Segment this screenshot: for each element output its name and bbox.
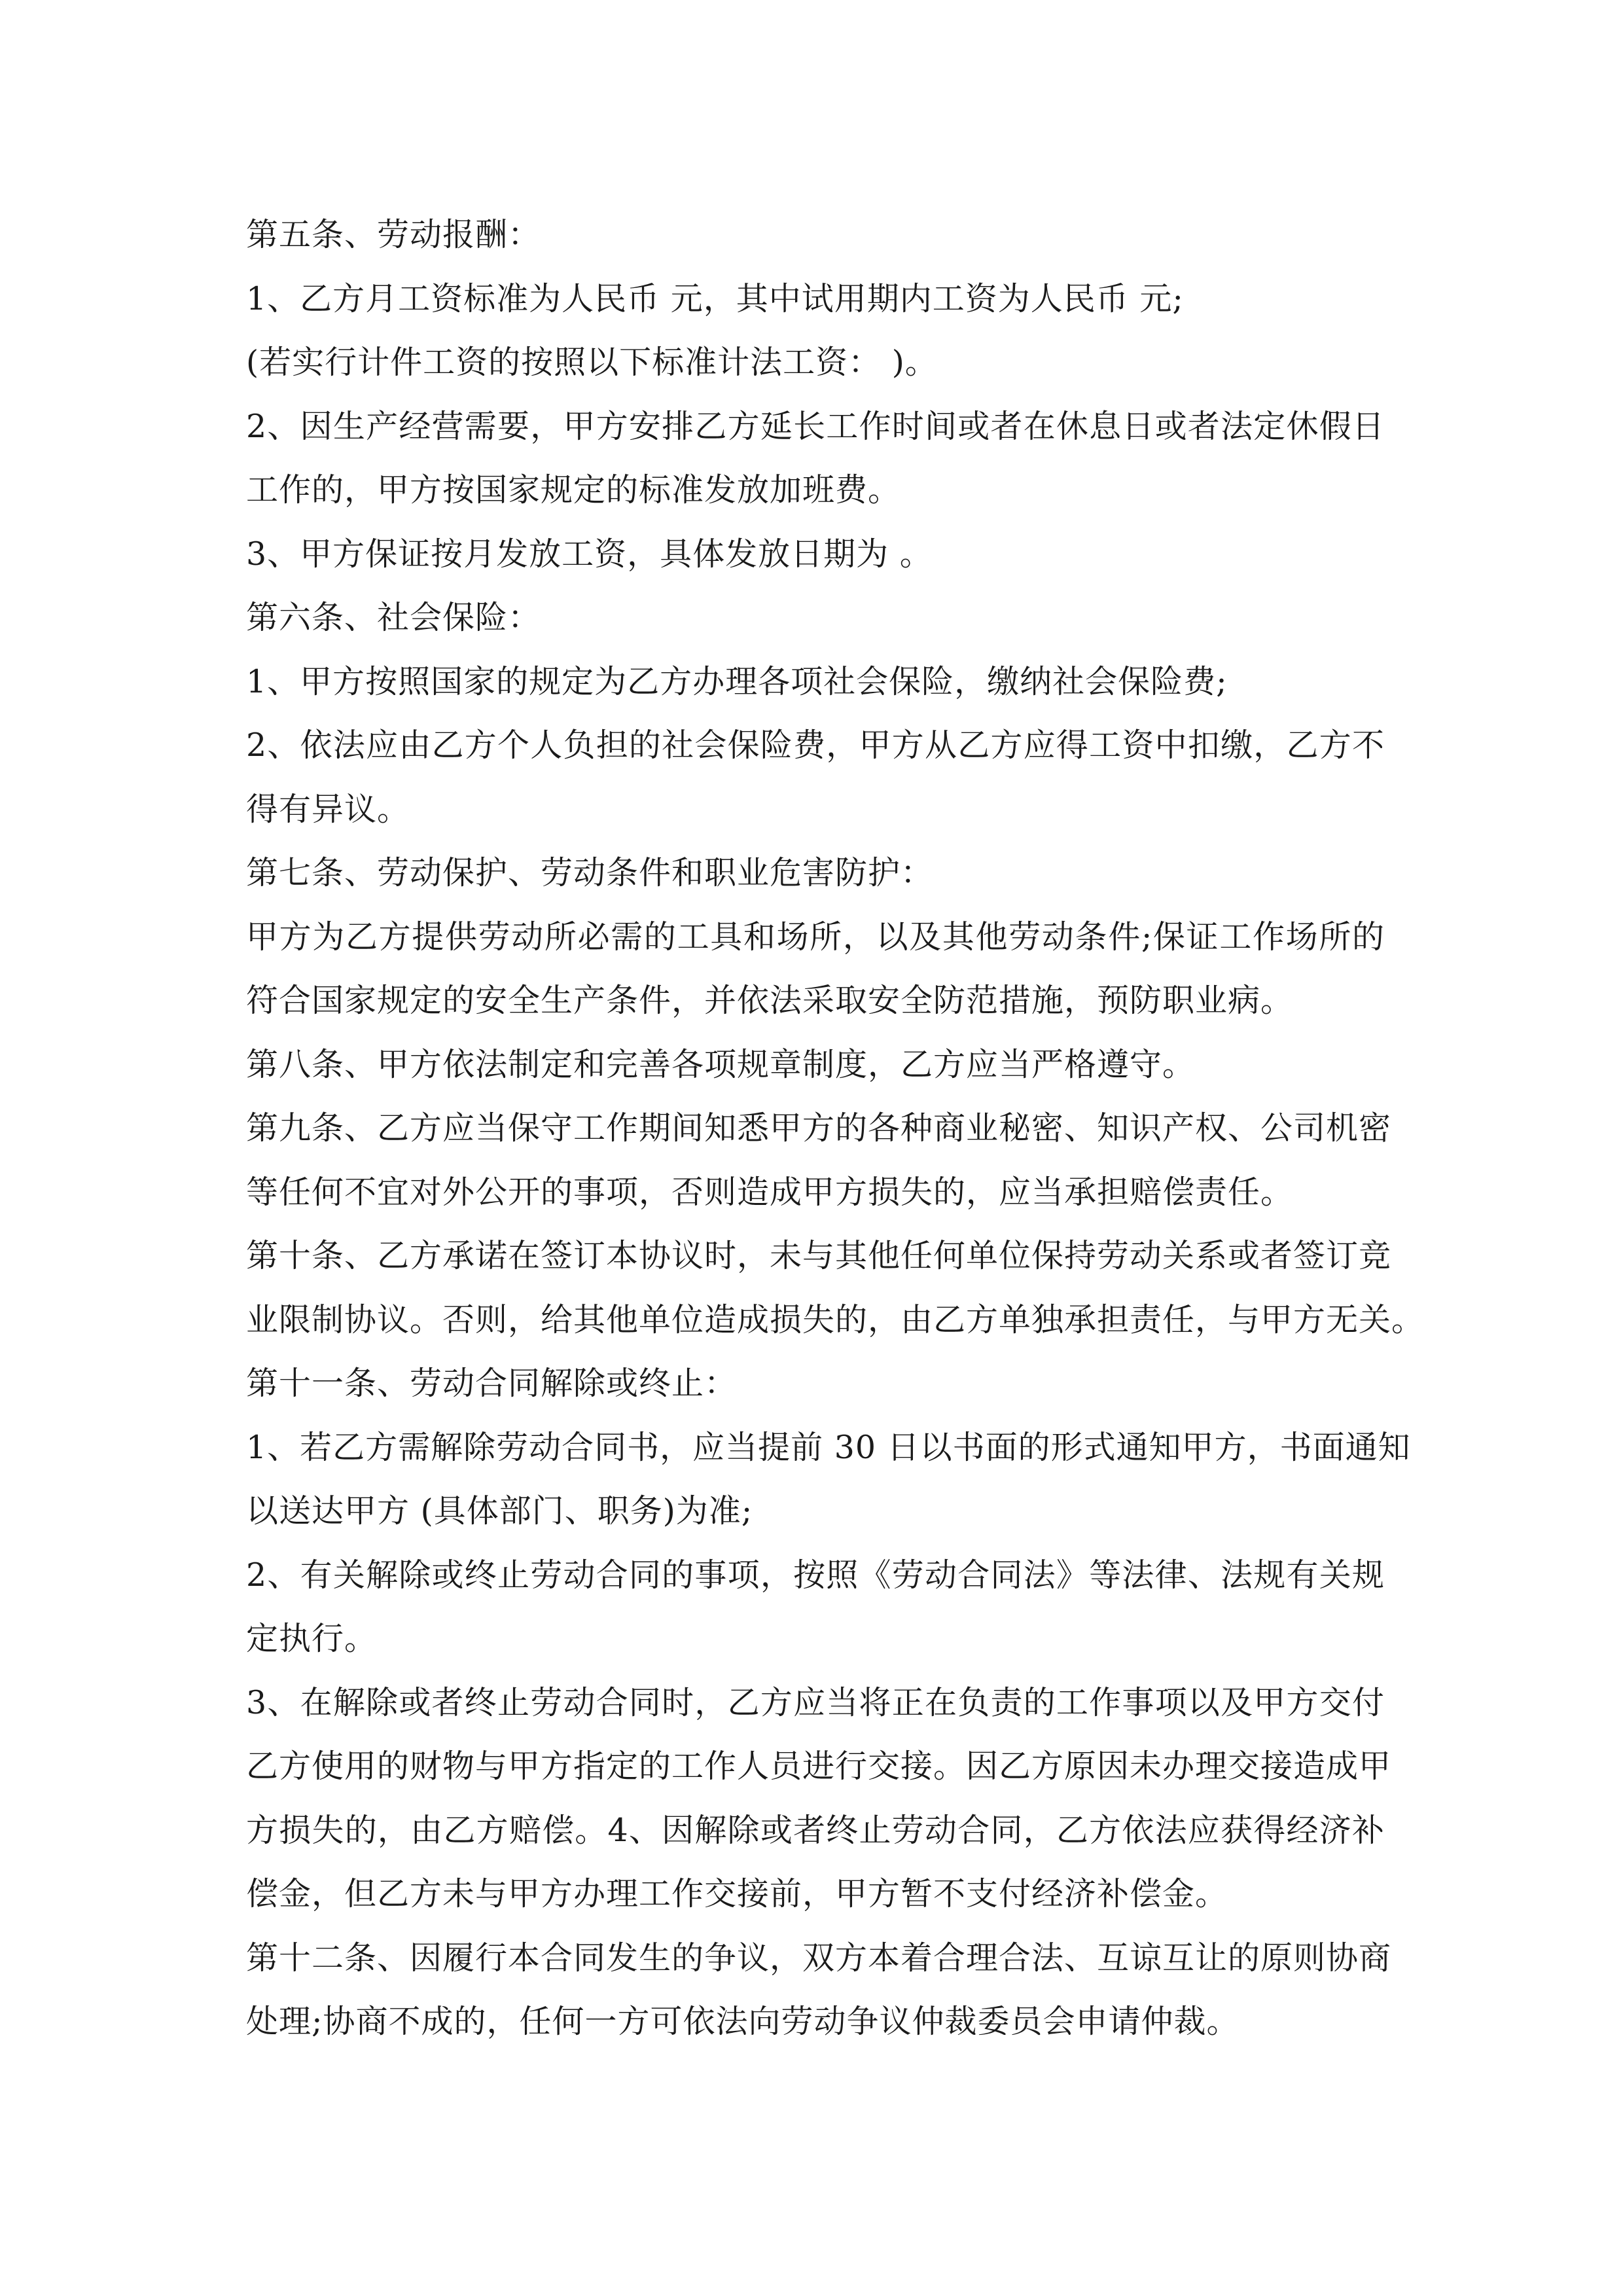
- article-7-heading: 第七条、劳动保护、劳动条件和职业危害防护：: [246, 854, 934, 891]
- paragraph-line: 等任何不宜对外公开的事项，否则造成甲方损失的，应当承担赔偿责任。: [246, 1173, 1294, 1211]
- document-body: [246, 203, 1425, 2054]
- paragraph-line: 1、若乙方需解除劳动合同书，应当提前 30 日以书面的形式通知甲方，书面通知: [246, 1428, 1411, 1466]
- paragraph-line: 得有异议。: [246, 790, 410, 828]
- paragraph-line: 1、甲方按照国家的规定为乙方办理各项社会保险，缴纳社会保险费;: [246, 662, 1228, 700]
- paragraph-line: 3、甲方保证按月发放工资，具体发放日期为 。: [246, 535, 933, 573]
- article-9-line: 第九条、乙方应当保守工作期间知悉甲方的各种商业秘密、知识产权、公司机密: [246, 1109, 1392, 1147]
- article-11-heading: 第十一条、劳动合同解除或终止：: [246, 1365, 738, 1402]
- paragraph-line: 方损失的，由乙方赔偿。4、因解除或者终止劳动合同，乙方依法应获得经济补: [246, 1811, 1385, 1849]
- paragraph-line: 甲方为乙方提供劳动所必需的工具和场所，以及其他劳动条件;保证工作场所的: [246, 918, 1385, 956]
- article-12-line: 第十二条、因履行本合同发生的争议，双方本着合理合法、互谅互让的原则协商: [246, 1939, 1392, 1977]
- paragraph-line: 工作的，甲方按国家规定的标准发放加班费。: [246, 471, 901, 509]
- paragraph-line: 业限制协议。否则，给其他单位造成损失的，由乙方单独承担责任，与甲方无关。: [246, 1300, 1425, 1338]
- paragraph-line: 3、在解除或者终止劳动合同时，乙方应当将正在负责的工作事项以及甲方交付: [246, 1683, 1385, 1721]
- article-5-heading: 第五条、劳动报酬：: [246, 216, 541, 253]
- paragraph-line: (若实行计件工资的按照以下标准计法工资： )。: [246, 344, 938, 381]
- paragraph-line: 符合国家规定的安全生产条件，并依法采取安全防范措施，预防职业病。: [246, 982, 1294, 1019]
- article-10-line: 第十条、乙方承诺在签订本协议时，未与其他任何单位保持劳动关系或者签订竞: [246, 1237, 1392, 1274]
- paragraph-line: 偿金，但乙方未与甲方办理工作交接前，甲方暂不支付经济补偿金。: [246, 1875, 1228, 1912]
- paragraph-line: 2、有关解除或终止劳动合同的事项，按照《劳动合同法》等法律、法规有关规: [246, 1556, 1385, 1594]
- paragraph-line: 处理;协商不成的，任何一方可依法向劳动争议仲裁委员会申请仲裁。: [246, 2003, 1240, 2040]
- paragraph-line: 2、依法应由乙方个人负担的社会保险费，甲方从乙方应得工资中扣缴，乙方不: [246, 726, 1385, 764]
- paragraph-line: 2、因生产经营需要，甲方安排乙方延长工作时间或者在休息日或者法定休假日: [246, 407, 1385, 445]
- paragraph-line: 以送达甲方 (具体部门、职务)为准;: [246, 1492, 753, 1530]
- paragraph-line: 1、乙方月工资标准为人民币 元，其中试用期内工资为人民币 元;: [246, 279, 1184, 317]
- article-8-line: 第八条、甲方依法制定和完善各项规章制度，乙方应当严格遵守。: [246, 1045, 1196, 1083]
- article-6-heading: 第六条、社会保险：: [246, 599, 541, 636]
- paragraph-line: 定执行。: [246, 1620, 378, 1657]
- paragraph-line: 乙方使用的财物与甲方指定的工作人员进行交接。因乙方原因未办理交接造成甲: [246, 1748, 1392, 1785]
